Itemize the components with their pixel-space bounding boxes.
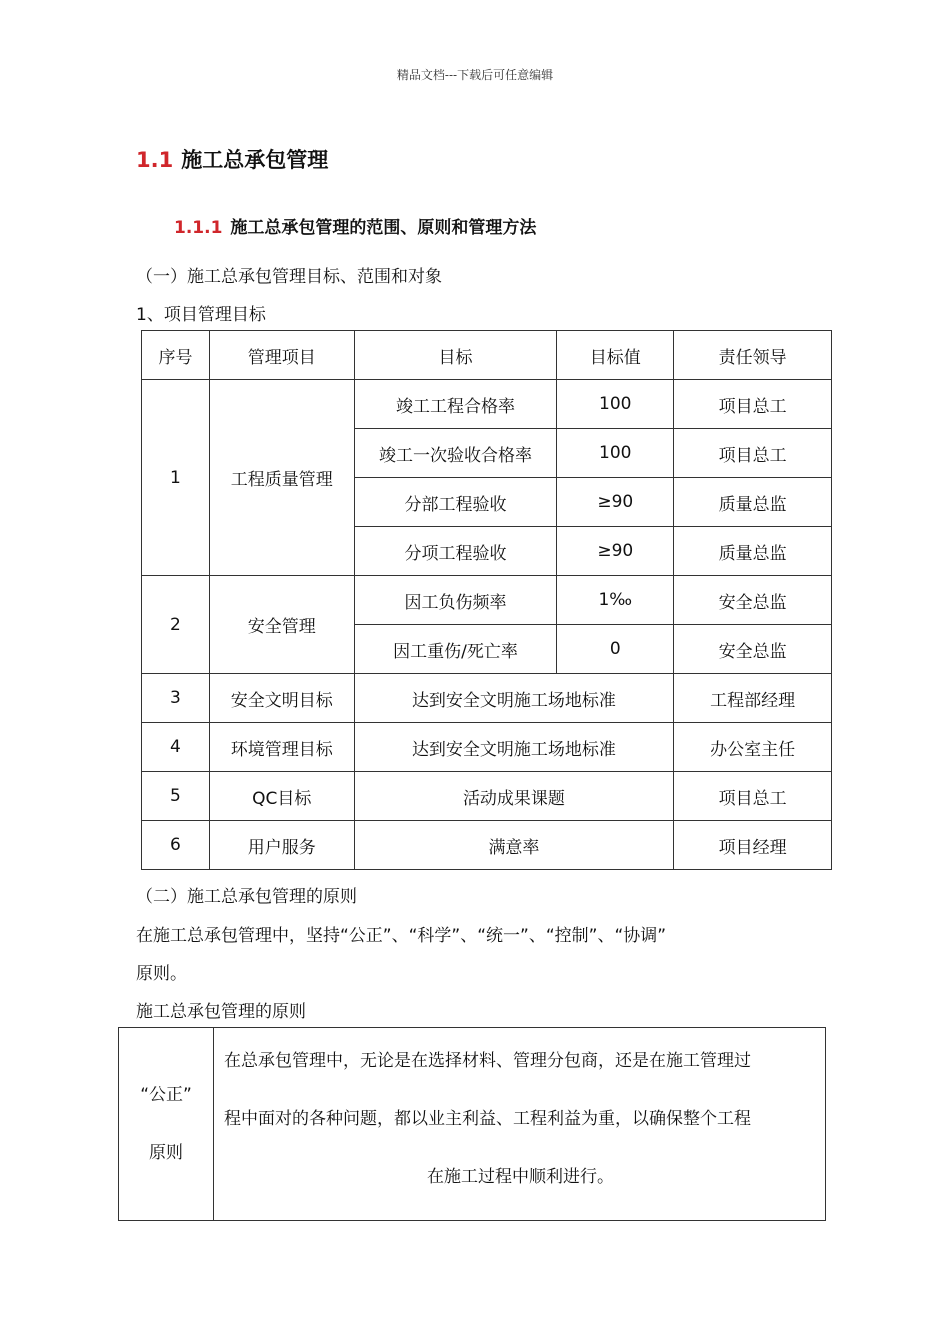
- heading-2: [174, 213, 536, 238]
- row-target: 达到安全文明施工场地标准: [354, 723, 674, 772]
- row-item: QC目标: [209, 772, 354, 821]
- row-leader: 项目总工: [674, 380, 832, 429]
- header-cell: 管理项目: [209, 331, 354, 380]
- row-leader: 质量总监: [674, 478, 832, 527]
- row-value: 0: [557, 625, 674, 674]
- row-target: 竣工一次验收合格率: [354, 429, 557, 478]
- row-leader: 项目经理: [674, 821, 832, 870]
- row-leader: 项目总工: [674, 429, 832, 478]
- principle-label-line: 原则: [149, 1143, 183, 1163]
- row-item: 安全管理: [209, 576, 354, 674]
- table-2-caption: 施工总承包管理的原则: [136, 1002, 306, 1022]
- section-1-title: （一）施工总承包管理目标、范围和对象: [136, 267, 442, 287]
- row-value: 100: [557, 380, 674, 429]
- row-item: 用户服务: [209, 821, 354, 870]
- row-number: 3: [142, 674, 210, 723]
- table-row: [142, 576, 832, 625]
- row-number: 6: [142, 821, 210, 870]
- row-value: 1‰: [557, 576, 674, 625]
- page-header-note: 精品文档---下载后可任意编辑: [396, 68, 554, 82]
- row-leader: 项目总工: [674, 772, 832, 821]
- principle-content-line: 在总承包管理中，无论是在选择材料、管理分包商，还是在施工管理过: [224, 1051, 751, 1071]
- principles-table: [118, 1027, 826, 1221]
- row-target: 因工重伤/死亡率: [354, 625, 557, 674]
- paragraph-line: 在施工总承包管理中，坚持“公正”、“科学”、“统一”、“控制”、“协调”: [136, 926, 667, 946]
- row-leader: 安全总监: [674, 625, 832, 674]
- table-row: [142, 821, 832, 870]
- heading-2-number: 1.1.1: [174, 218, 223, 238]
- row-leader: 质量总监: [674, 527, 832, 576]
- row-item: 工程质量管理: [209, 380, 354, 576]
- row-number: 1: [142, 380, 210, 576]
- table-row: [142, 380, 832, 429]
- row-target: 活动成果课题: [354, 772, 674, 821]
- header-cell: 序号: [142, 331, 210, 380]
- heading-1-number: 1.1: [136, 148, 174, 172]
- row-leader: 办公室主任: [674, 723, 832, 772]
- row-item: 安全文明目标: [209, 674, 354, 723]
- table-row: [142, 674, 832, 723]
- heading-1-text: 施工总承包管理: [181, 148, 329, 172]
- subsection-1-title: 1、项目管理目标: [136, 305, 266, 325]
- header-cell: 责任领导: [674, 331, 832, 380]
- row-item: 环境管理目标: [209, 723, 354, 772]
- header-cell: 目标: [354, 331, 557, 380]
- heading-1: [136, 144, 328, 174]
- row-value: ≥90: [557, 478, 674, 527]
- principle-content-line: 程中面对的各种问题，都以业主利益、工程利益为重，以确保整个工程: [224, 1109, 751, 1129]
- row-leader: 工程部经理: [674, 674, 832, 723]
- principle-label: [119, 1028, 214, 1221]
- table-row: [142, 772, 832, 821]
- principle-content: [214, 1028, 826, 1221]
- table-header-row: [142, 331, 832, 380]
- row-target: 因工负伤频率: [354, 576, 557, 625]
- header-cell: 目标值: [557, 331, 674, 380]
- row-target: 满意率: [354, 821, 674, 870]
- row-target: 竣工工程合格率: [354, 380, 557, 429]
- principle-content-line: 在施工过程中顺利进行。: [427, 1167, 614, 1187]
- row-number: 5: [142, 772, 210, 821]
- section-2-title: （二）施工总承包管理的原则: [136, 887, 357, 907]
- paragraph-line: 原则。: [136, 964, 187, 984]
- table-row: [119, 1028, 826, 1221]
- row-value: ≥90: [557, 527, 674, 576]
- row-target: 分部工程验收: [354, 478, 557, 527]
- table-row: [142, 723, 832, 772]
- management-goals-table: [141, 330, 832, 870]
- row-value: 100: [557, 429, 674, 478]
- heading-2-text: 施工总承包管理的范围、原则和管理方法: [230, 218, 537, 238]
- principle-label-line: “公正”: [140, 1085, 192, 1105]
- row-leader: 安全总监: [674, 576, 832, 625]
- row-target: 达到安全文明施工场地标准: [354, 674, 674, 723]
- row-number: 4: [142, 723, 210, 772]
- row-target: 分项工程验收: [354, 527, 557, 576]
- row-number: 2: [142, 576, 210, 674]
